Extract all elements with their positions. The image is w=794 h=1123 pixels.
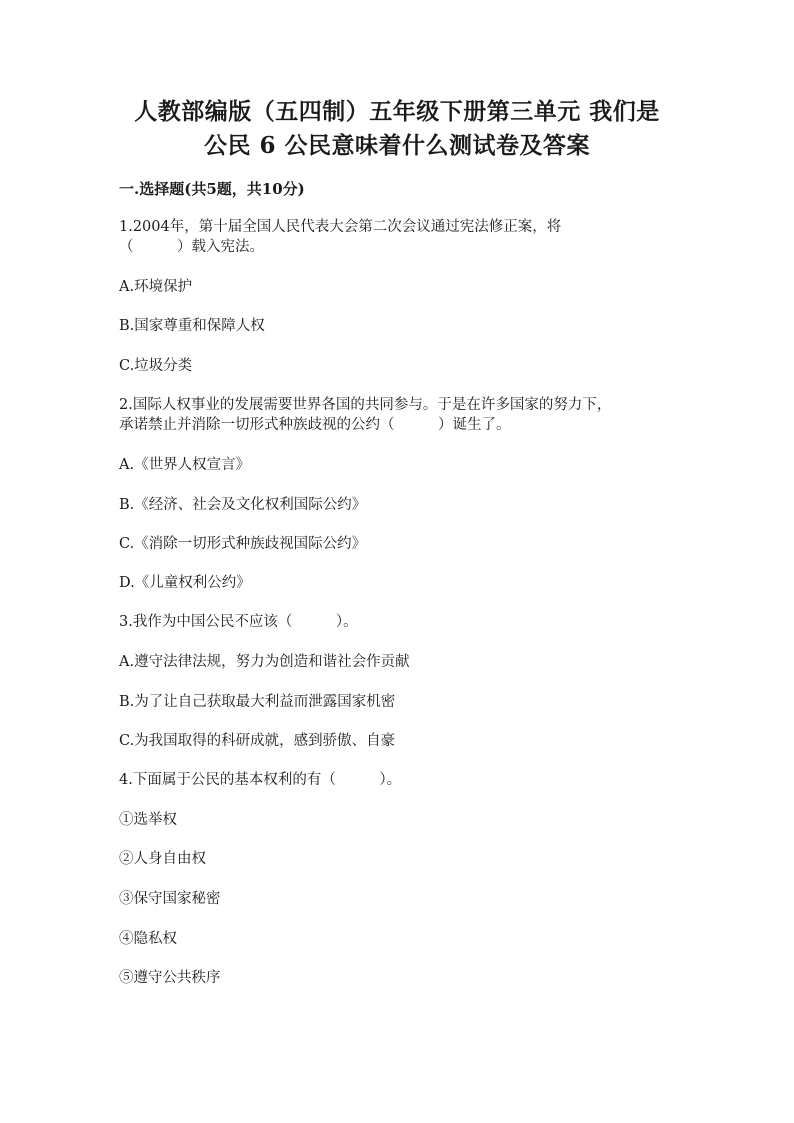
- question-4-item-4: ④隐私权: [119, 931, 177, 947]
- question-4-stem: 4.下面属于公民的基本权利的有（ ）。: [119, 772, 402, 788]
- question-3-option-a: A.遵守法律法规，努力为创造和谐社会作贡献: [119, 654, 410, 670]
- question-4-item-1: ①选举权: [119, 812, 177, 828]
- question-1-option-b: B.国家尊重和保障人权: [119, 318, 265, 334]
- question-1-stem-cont: （ ）载入宪法。: [119, 239, 264, 255]
- question-4-item-5: ⑤遵守公共秩序: [119, 970, 221, 986]
- question-1-stem: 1.2004年，第十届全国人民代表大会第二次会议通过宪法修正案，将: [119, 219, 562, 235]
- question-2-option-a: A.《世界人权宣言》: [119, 457, 251, 473]
- question-2-option-c: C.《消除一切形式种族歧视国际公约》: [119, 536, 367, 552]
- question-2-stem: 2.国际人权事业的发展需要世界各国的共同参与。于是在许多国家的努力下，: [119, 397, 612, 413]
- question-1-option-a: A.环境保护: [119, 279, 193, 295]
- question-3-option-c: C.为我国取得的科研成就，感到骄傲、自豪: [119, 733, 396, 749]
- question-4-item-3: ③保守国家秘密: [119, 891, 221, 907]
- question-3-stem: 3.我作为中国公民不应该（ ）。: [119, 614, 358, 630]
- document-title-line-2: 公民 6 公民意味着什么测试卷及答案: [203, 132, 591, 159]
- question-2-option-d: D.《儿童权利公约》: [119, 575, 251, 591]
- question-3-option-b: B.为了让自己获取最大利益而泄露国家机密: [119, 694, 396, 710]
- document-title-line-1: 人教部编版（五四制）五年级下册第三单元 我们是: [134, 98, 660, 125]
- section-heading: 一.选择题(共5题，共10分): [119, 180, 305, 198]
- question-4-item-2: ②人身自由权: [119, 851, 206, 867]
- question-2-option-b: B.《经济、社会及文化权利国际公约》: [119, 497, 367, 513]
- question-1-option-c: C.垃圾分类: [119, 358, 193, 374]
- question-2-stem-cont: 承诺禁止并消除一切形式种族歧视的公约（ ）诞生了。: [119, 417, 511, 433]
